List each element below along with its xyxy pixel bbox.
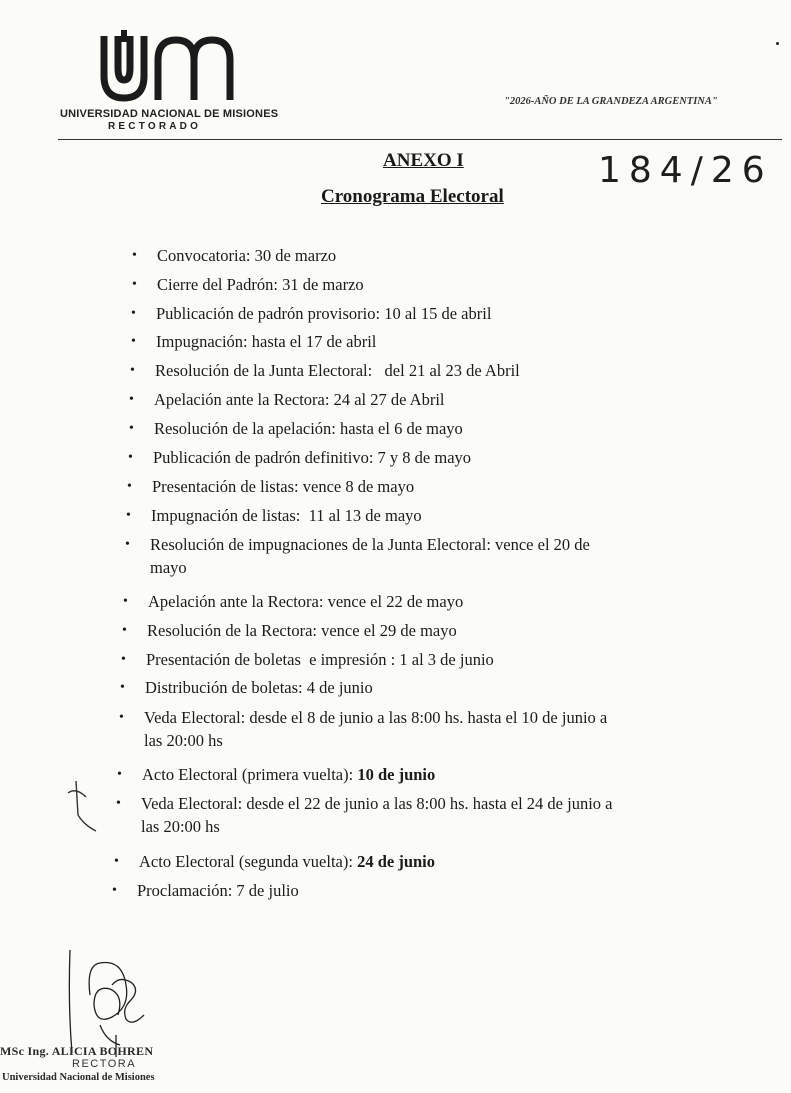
schedule-item xyxy=(129,388,445,411)
handwritten-tick-mark xyxy=(62,775,102,835)
schedule-item xyxy=(114,850,436,873)
bullet-icon: • xyxy=(125,537,130,552)
bullet-icon: • xyxy=(132,248,137,263)
schedule-item-text: Impugnación de listas: 11 al 13 de mayo xyxy=(151,506,422,525)
schedule-item xyxy=(131,302,492,325)
schedule-item-text: Cierre del Padrón: 31 de marzo xyxy=(157,275,364,294)
schedule-item xyxy=(122,619,457,642)
schedule-item xyxy=(127,475,415,498)
schedule-item-text: Acto Electoral (primera vuelta): xyxy=(142,765,358,784)
university-logo xyxy=(96,28,256,108)
schedule-item-date: 24 de junio xyxy=(357,852,436,871)
schedule-item xyxy=(129,417,463,440)
schedule-item-text: Distribución de boletas: 4 de junio xyxy=(145,678,373,697)
bullet-icon: • xyxy=(116,796,121,811)
bullet-icon: • xyxy=(117,767,122,782)
schedule-item xyxy=(121,648,494,671)
schedule-item xyxy=(120,676,373,699)
schedule-item-text: Resolución de la apelación: hasta el 6 de mayo xyxy=(154,419,463,438)
signatory-name: MSc Ing. ALICIA BOHREN xyxy=(0,1044,154,1058)
schedule-item-text: Proclamación: 7 de julio xyxy=(137,881,299,900)
signatory-institution: Universidad Nacional de Misiones xyxy=(2,1072,155,1083)
resolution-number: 184/26 xyxy=(598,150,773,191)
schedule-item xyxy=(132,273,364,296)
schedule-item-date: 10 de junio xyxy=(357,765,436,784)
schedule-item-text: Convocatoria: 30 de marzo xyxy=(157,246,337,265)
schedule-item-text: Impugnación: hasta el 17 de abril xyxy=(156,332,377,351)
bullet-icon: • xyxy=(127,479,132,494)
signatory-role: RECTORA xyxy=(72,1058,137,1070)
schedule-item-text: Veda Electoral: desde el 8 de junio a las 8:00 hs. hasta el 10 de junio a xyxy=(144,708,608,727)
schedule-item xyxy=(117,763,436,786)
bullet-icon: • xyxy=(130,363,135,378)
schedule-item-continuation: mayo xyxy=(150,558,187,577)
header-divider xyxy=(58,139,782,140)
bullet-icon: • xyxy=(129,421,134,436)
bullet-icon: • xyxy=(131,306,136,321)
office-name: RECTORADO xyxy=(108,121,202,132)
schedule-item-text: Acto Electoral (segunda vuelta): xyxy=(139,852,358,871)
schedule-item xyxy=(131,330,377,353)
schedule-item-text: Presentación de listas: vence 8 de mayo xyxy=(152,477,415,496)
schedule-item-text: Publicación de padrón provisorio: 10 al 15 de abril xyxy=(156,304,492,323)
university-name: UNIVERSIDAD NACIONAL DE MISIONES xyxy=(60,108,279,120)
bullet-icon: • xyxy=(123,594,128,609)
letterhead xyxy=(0,0,791,140)
schedule-item xyxy=(132,244,337,267)
schedule-item-text: Apelación ante la Rectora: 24 al 27 de Abril xyxy=(154,390,445,409)
bullet-icon: • xyxy=(132,277,137,292)
document-title: Cronograma Electoral xyxy=(321,186,504,207)
schedule-item-text: Presentación de boletas e impresión : 1 al 3 de junio xyxy=(146,650,494,669)
schedule-item-text: Veda Electoral: desde el 22 de junio a las 8:00 hs. hasta el 24 de junio a xyxy=(141,794,613,813)
schedule-item xyxy=(123,590,464,613)
bullet-icon: • xyxy=(120,680,125,695)
schedule-item-continuation: las 20:00 hs xyxy=(144,731,223,750)
schedule-item-text: Resolución de la Junta Electoral: del 21 al 23 de Abril xyxy=(155,361,520,380)
schedule-item xyxy=(112,879,299,902)
bullet-icon: • xyxy=(119,710,124,725)
bullet-icon: • xyxy=(128,450,133,465)
schedule-item-text: Resolución de la Rectora: vence el 29 de mayo xyxy=(147,621,457,640)
year-motto: "2026-AÑO DE LA GRANDEZA ARGENTINA" xyxy=(504,96,718,107)
annex-heading: ANEXO I xyxy=(383,150,464,171)
speck xyxy=(776,42,779,45)
bullet-icon: • xyxy=(121,652,126,667)
schedule-item xyxy=(128,446,472,469)
schedule-item-text: Resolución de impugnaciones de la Junta Electoral: vence el 20 de xyxy=(150,535,590,554)
schedule-item-text: Publicación de padrón definitivo: 7 y 8 de mayo xyxy=(153,448,472,467)
bullet-icon: • xyxy=(126,508,131,523)
bullet-icon: • xyxy=(131,334,136,349)
schedule-item-text: Apelación ante la Rectora: vence el 22 de mayo xyxy=(148,592,464,611)
bullet-icon: • xyxy=(129,392,134,407)
schedule-item xyxy=(130,359,520,382)
schedule-item xyxy=(119,706,608,752)
bullet-icon: • xyxy=(112,883,117,898)
schedule-item-continuation: las 20:00 hs xyxy=(141,817,220,836)
schedule-item xyxy=(116,792,613,838)
schedule-item xyxy=(126,504,422,527)
bullet-icon: • xyxy=(114,854,119,869)
schedule-item xyxy=(125,533,590,579)
handwritten-signature xyxy=(60,945,170,1060)
bullet-icon: • xyxy=(122,623,127,638)
